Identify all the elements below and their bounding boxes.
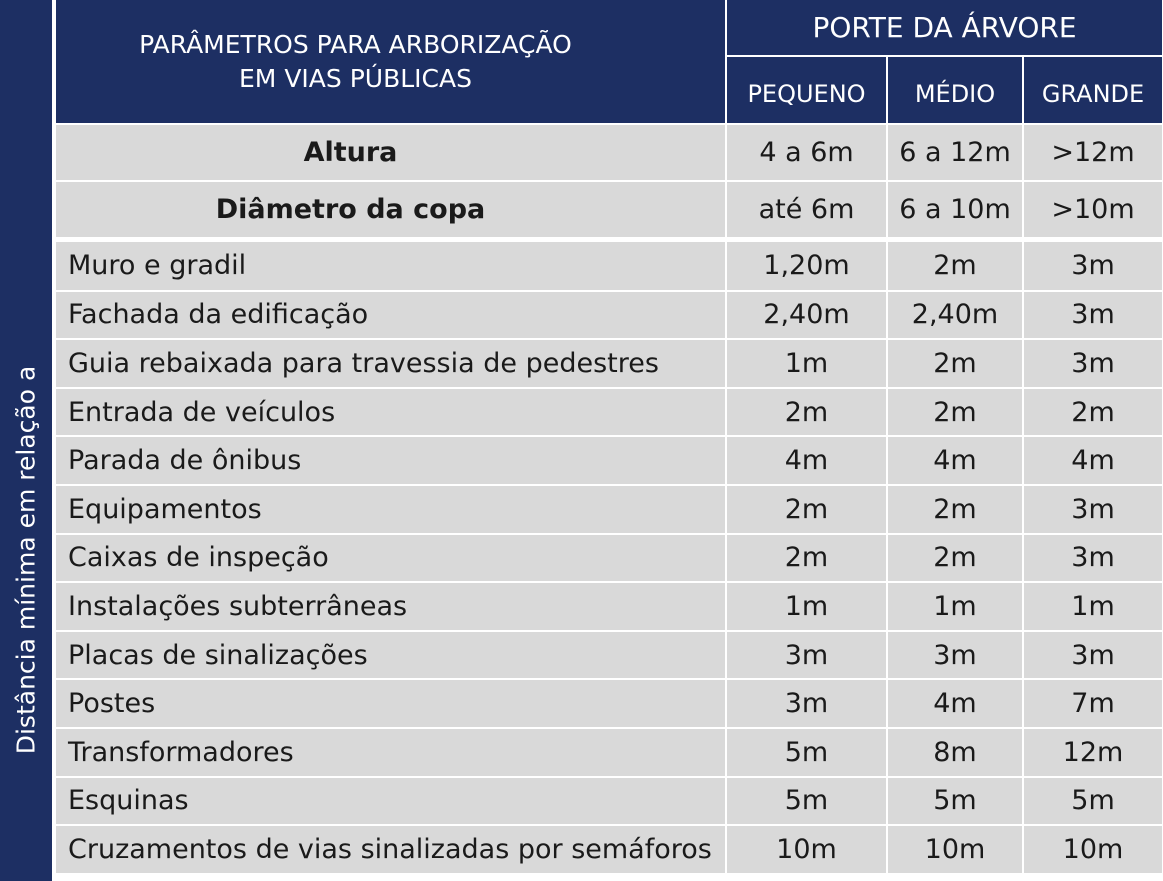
cell-value: 10m <box>1023 825 1162 874</box>
cell-value: 7m <box>1023 679 1162 728</box>
cell-value: 4m <box>887 436 1023 485</box>
cell-value: 2,40m <box>726 291 887 340</box>
table-row <box>56 436 1162 485</box>
column-header-large: GRANDE <box>1023 56 1162 124</box>
cell-value: 3m <box>1023 631 1162 680</box>
table-row <box>56 242 1162 291</box>
table-row <box>56 291 1162 340</box>
row-label: Entrada de veículos <box>56 388 726 437</box>
cell-value: 10m <box>887 825 1023 874</box>
row-label: Esquinas <box>56 777 726 826</box>
parameter-row <box>56 124 1162 181</box>
table-row <box>56 582 1162 631</box>
cell-value: 2m <box>887 388 1023 437</box>
cell-value: 2m <box>887 534 1023 583</box>
cell-value: >10m <box>1023 181 1162 238</box>
row-label: Cruzamentos de vias sinalizadas por semáforos <box>56 825 726 874</box>
cell-value: >12m <box>1023 124 1162 181</box>
table-row <box>56 631 1162 680</box>
cell-value: 1,20m <box>726 242 887 291</box>
cell-value: 2m <box>887 485 1023 534</box>
parameter-row <box>56 181 1162 238</box>
cell-value: 3m <box>887 631 1023 680</box>
cell-value: 3m <box>1023 242 1162 291</box>
cell-value: 2m <box>887 339 1023 388</box>
column-header-small: PEQUENO <box>726 56 887 124</box>
table-row <box>56 339 1162 388</box>
parameter-label: Diâmetro da copa <box>56 181 726 238</box>
row-label: Muro e gradil <box>56 242 726 291</box>
cell-value: 6 a 12m <box>887 124 1023 181</box>
side-panel <box>0 0 52 881</box>
table-row <box>56 728 1162 777</box>
cell-value: 2m <box>726 534 887 583</box>
cell-value: 5m <box>1023 777 1162 826</box>
cell-value: 2m <box>726 388 887 437</box>
table-row <box>56 388 1162 437</box>
cell-value: 2m <box>726 485 887 534</box>
cell-value: 3m <box>726 679 887 728</box>
cell-value: 1m <box>1023 582 1162 631</box>
table-row <box>56 825 1162 874</box>
table-row <box>56 485 1162 534</box>
parameter-label: Altura <box>56 124 726 181</box>
cell-value: 4m <box>887 679 1023 728</box>
cell-value: 5m <box>726 777 887 826</box>
table-row <box>56 777 1162 826</box>
cell-value: 5m <box>887 777 1023 826</box>
table-title <box>56 0 726 124</box>
row-label: Guia rebaixada para travessia de pedestres <box>56 339 726 388</box>
row-label: Instalações subterrâneas <box>56 582 726 631</box>
cell-value: 4m <box>1023 436 1162 485</box>
cell-value: 1m <box>887 582 1023 631</box>
group-header: PORTE DA ÁRVORE <box>726 0 1162 56</box>
cell-value: 3m <box>1023 291 1162 340</box>
table-title-line1: PARÂMETROS PARA ARBORIZAÇÃO <box>139 29 572 59</box>
cell-value: 2,40m <box>887 291 1023 340</box>
cell-value: 3m <box>1023 485 1162 534</box>
cell-value: 10m <box>726 825 887 874</box>
cell-value: 3m <box>726 631 887 680</box>
row-label: Placas de sinalizações <box>56 631 726 680</box>
cell-value: até 6m <box>726 181 887 238</box>
cell-value: 12m <box>1023 728 1162 777</box>
cell-value: 3m <box>1023 339 1162 388</box>
row-label: Caixas de inspeção <box>56 534 726 583</box>
arborization-table <box>56 0 1162 875</box>
table-row <box>56 534 1162 583</box>
cell-value: 1m <box>726 582 887 631</box>
row-label: Equipamentos <box>56 485 726 534</box>
cell-value: 1m <box>726 339 887 388</box>
cell-value: 2m <box>1023 388 1162 437</box>
cell-value: 3m <box>1023 534 1162 583</box>
row-label: Parada de ônibus <box>56 436 726 485</box>
cell-value: 4 a 6m <box>726 124 887 181</box>
cell-value: 2m <box>887 242 1023 291</box>
table-title-line2: EM VIAS PÚBLICAS <box>239 63 472 93</box>
row-label: Transformadores <box>56 728 726 777</box>
cell-value: 6 a 10m <box>887 181 1023 238</box>
row-label: Fachada da edificação <box>56 291 726 340</box>
table-row <box>56 679 1162 728</box>
column-header-medium: MÉDIO <box>887 56 1023 124</box>
cell-value: 5m <box>726 728 887 777</box>
cell-value: 4m <box>726 436 887 485</box>
side-label: Distância mínima em relação a <box>11 365 41 755</box>
row-label: Postes <box>56 679 726 728</box>
cell-value: 8m <box>887 728 1023 777</box>
